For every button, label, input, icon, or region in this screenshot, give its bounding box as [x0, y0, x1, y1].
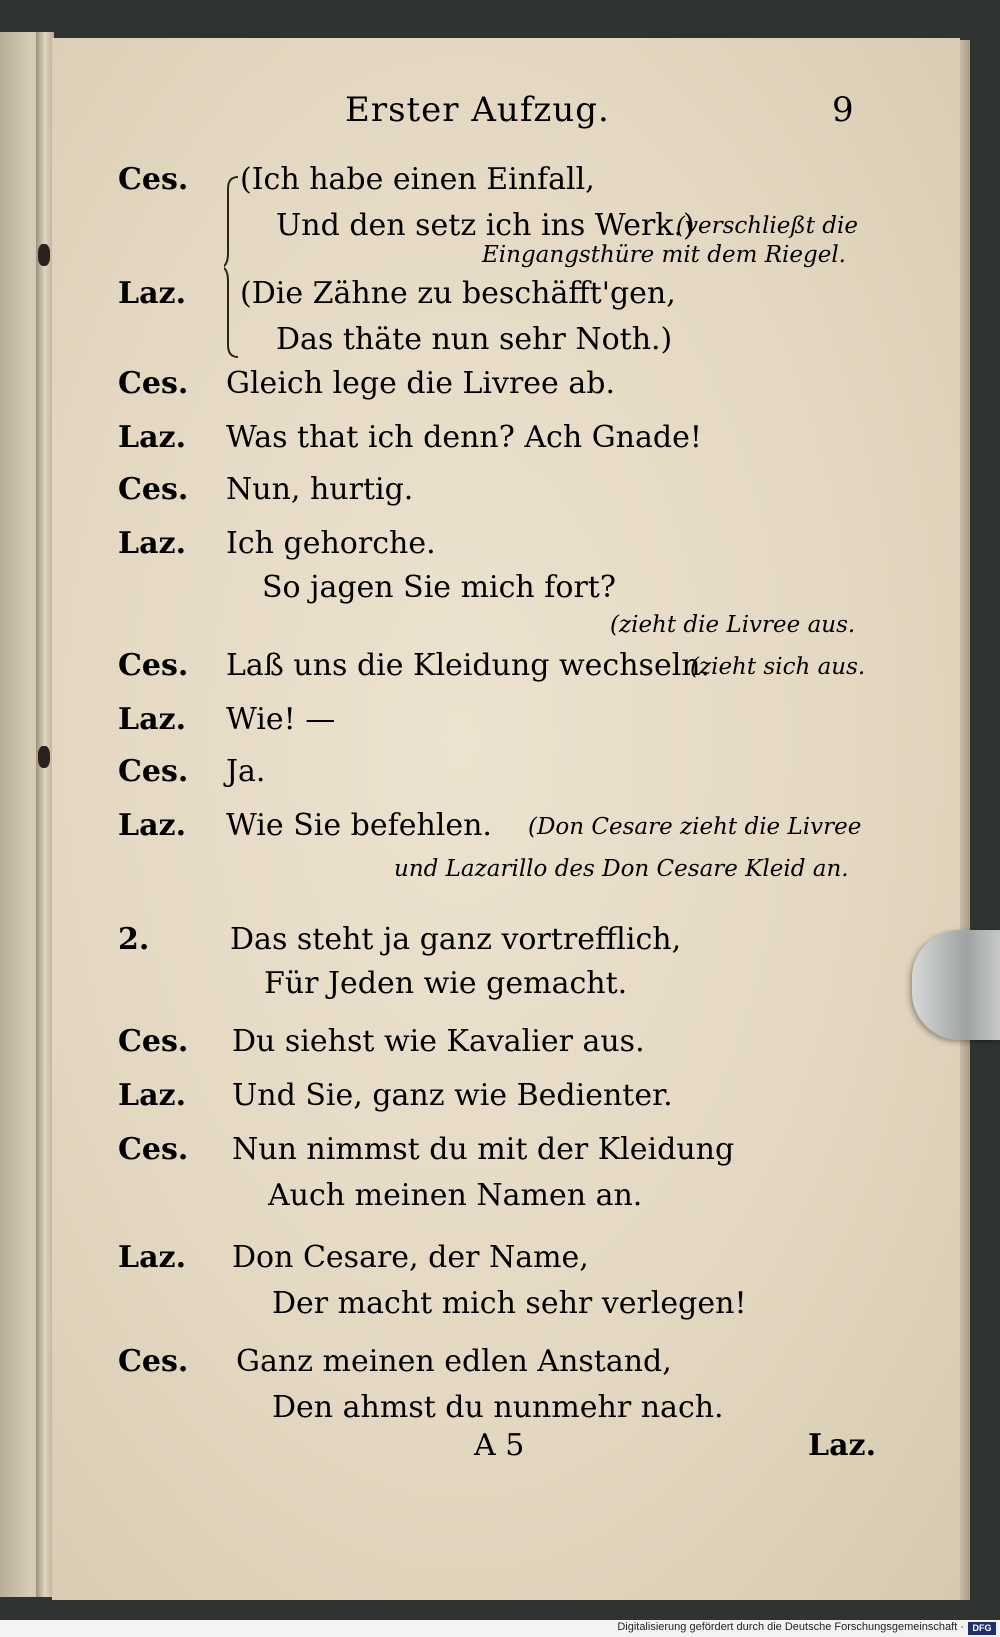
page-number: 9	[832, 90, 854, 130]
stage-direction: (zieht sich aus.	[690, 654, 866, 680]
verse-line: Das thäte nun sehr Noth.)	[276, 322, 673, 357]
speaker-label: Ces.	[118, 366, 189, 401]
verse-line: Ja.	[226, 754, 266, 789]
speaker-label: 2.	[118, 922, 150, 957]
verse-line: Und den setz ich ins Werk.)	[276, 208, 695, 243]
catchword: Laz.	[808, 1428, 877, 1463]
speaker-label: Laz.	[118, 808, 187, 843]
running-head: Erster Aufzug.	[345, 90, 610, 130]
verse-line: Nun, hurtig.	[226, 472, 414, 507]
verse-line: So jagen Sie mich fort?	[262, 570, 616, 605]
verse-line: (Die Zähne zu beschäfft'gen,	[240, 276, 676, 311]
stage-direction: und Lazarillo des Don Cesare Kleid an.	[394, 856, 849, 882]
speaker-label: Laz.	[118, 702, 187, 737]
verse-line: Den ahmst du nunmehr nach.	[272, 1390, 724, 1425]
verse-line: Das steht ja ganz vortrefflich,	[230, 922, 682, 957]
dfg-logo: DFG	[968, 1622, 996, 1635]
speaker-label: Laz.	[118, 276, 187, 311]
speaker-label: Ces.	[118, 1344, 189, 1379]
verse-line: Ganz meinen edlen Anstand,	[236, 1344, 672, 1379]
speaker-label: Ces.	[118, 162, 189, 197]
page-clip	[912, 930, 1000, 1040]
speaker-label: Ces.	[118, 1132, 189, 1167]
verse-line: Gleich lege die Livree ab.	[226, 366, 615, 401]
brace-bracket	[224, 175, 240, 360]
verse-line: (Ich habe einen Einfall,	[240, 162, 595, 197]
verse-line: Laß uns die Kleidung wechseln.	[226, 648, 711, 683]
verse-line: Don Cesare, der Name,	[232, 1240, 589, 1275]
verse-line: Wie Sie befehlen.	[226, 808, 492, 843]
binding-thread	[38, 244, 50, 266]
speaker-label: Ces.	[118, 648, 189, 683]
verse-line: Wie! —	[226, 702, 336, 737]
verse-line: Nun nimmst du mit der Kleidung	[232, 1132, 735, 1167]
verse-line: Ich gehorche.	[226, 526, 436, 561]
speaker-label: Laz.	[118, 420, 187, 455]
stage-direction: (Don Cesare zieht die Livree	[528, 814, 862, 840]
stage-direction: (zieht die Livree aus.	[610, 612, 856, 638]
binding-thread	[38, 746, 50, 768]
signature-mark: A 5	[474, 1428, 525, 1463]
funding-credit: Digitalisierung gefördert durch die Deutsche Forschungsgemeinschaft ·	[617, 1621, 964, 1633]
verse-line: Und Sie, ganz wie Bedienter.	[232, 1078, 673, 1113]
speaker-label: Laz.	[118, 526, 187, 561]
verse-line: Auch meinen Namen an.	[268, 1178, 643, 1213]
footer-bar	[0, 1620, 1000, 1637]
verse-line: Für Jeden wie gemacht.	[264, 966, 628, 1001]
speaker-label: Ces.	[118, 1024, 189, 1059]
stage-direction: (verschließt die	[676, 213, 859, 239]
verse-line: Du siehst wie Kavalier aus.	[232, 1024, 645, 1059]
verse-line: Der macht mich sehr verlegen!	[272, 1286, 747, 1321]
speaker-label: Ces.	[118, 472, 189, 507]
speaker-label: Laz.	[118, 1240, 187, 1275]
verse-line: Was that ich denn? Ach Gnade!	[226, 420, 702, 455]
stage-direction: Eingangsthüre mit dem Riegel.	[482, 242, 846, 268]
speaker-label: Ces.	[118, 754, 189, 789]
speaker-label: Laz.	[118, 1078, 187, 1113]
